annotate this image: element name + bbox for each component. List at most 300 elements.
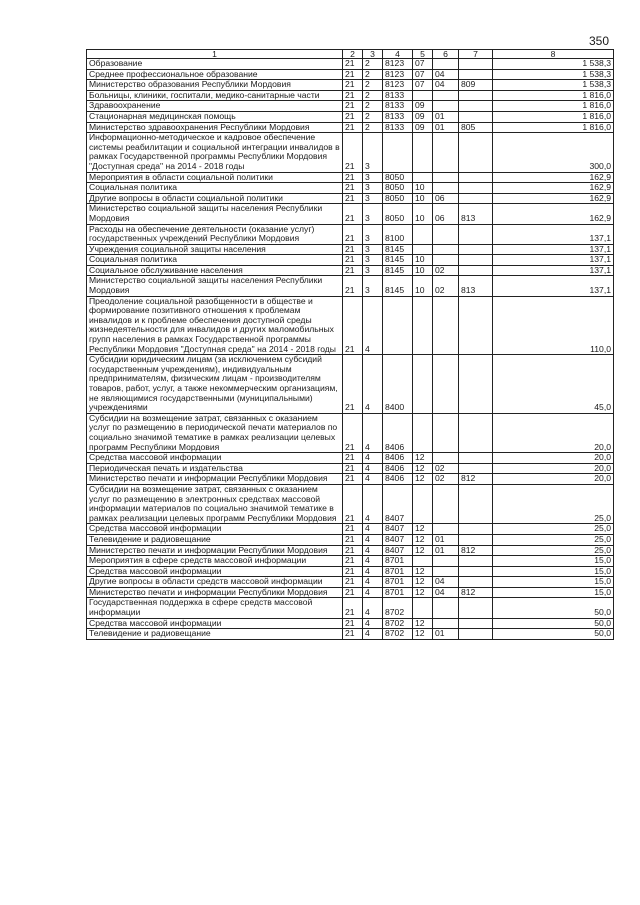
code-cell: 8133	[383, 90, 413, 101]
amount-cell: 162,9	[493, 172, 614, 183]
code-cell: 3	[363, 133, 383, 172]
table-row	[87, 474, 614, 485]
code-cell: 809	[459, 80, 493, 91]
code-cell: 21	[343, 474, 363, 485]
code-cell: 12	[413, 566, 433, 577]
code-cell: 8407	[383, 545, 413, 556]
code-cell: 04	[433, 80, 459, 91]
code-cell: 8406	[383, 453, 413, 464]
amount-cell: 1 816,0	[493, 122, 614, 133]
table-row	[87, 545, 614, 556]
table-row	[87, 524, 614, 535]
table-row	[87, 355, 614, 414]
code-cell	[459, 355, 493, 414]
amount-cell: 1 816,0	[493, 101, 614, 112]
code-cell: 21	[343, 524, 363, 535]
amount-cell: 162,9	[493, 183, 614, 194]
code-cell: 4	[363, 629, 383, 640]
amount-cell: 20,0	[493, 463, 614, 474]
table-row	[87, 111, 614, 122]
row-label: Образование	[87, 59, 343, 70]
amount-cell: 15,0	[493, 587, 614, 598]
code-cell: 21	[343, 413, 363, 452]
table-row	[87, 463, 614, 474]
amount-cell: 1 538,3	[493, 69, 614, 80]
code-cell: 21	[343, 545, 363, 556]
code-cell	[413, 598, 433, 618]
amount-cell: 25,0	[493, 534, 614, 545]
code-cell: 12	[413, 463, 433, 474]
code-cell: 4	[363, 296, 383, 355]
code-cell	[459, 90, 493, 101]
code-cell: 10	[413, 265, 433, 276]
code-cell: 4	[363, 587, 383, 598]
header-cell: 5	[413, 50, 433, 59]
amount-cell: 25,0	[493, 545, 614, 556]
code-cell	[413, 172, 433, 183]
code-cell: 21	[343, 587, 363, 598]
code-cell	[433, 255, 459, 266]
code-cell: 21	[343, 69, 363, 80]
table-row	[87, 193, 614, 204]
code-cell: 12	[413, 629, 433, 640]
code-cell	[459, 69, 493, 80]
code-cell: 8145	[383, 276, 413, 296]
header-cell: 1	[87, 50, 343, 59]
row-label: Субсидии на возмещение затрат, связанных с оказанием услуг по размещению в периодической печати материалов по социально значимой тематике в рамках реализации целевых программ Республики Мордовия	[87, 413, 343, 452]
table-row	[87, 172, 614, 183]
code-cell: 4	[363, 463, 383, 474]
code-cell	[433, 598, 459, 618]
code-cell: 07	[413, 69, 433, 80]
table-row	[87, 587, 614, 598]
code-cell	[433, 133, 459, 172]
code-cell: 8406	[383, 474, 413, 485]
header-cell: 4	[383, 50, 413, 59]
code-cell	[459, 133, 493, 172]
code-cell	[433, 224, 459, 244]
code-cell: 3	[363, 265, 383, 276]
code-cell: 3	[363, 244, 383, 255]
code-cell	[459, 183, 493, 194]
code-cell: 3	[363, 183, 383, 194]
table-header-row	[87, 50, 614, 59]
row-label: Стационарная медицинская помощь	[87, 111, 343, 122]
code-cell: 8400	[383, 355, 413, 414]
code-cell: 8702	[383, 629, 413, 640]
code-cell: 21	[343, 463, 363, 474]
code-cell	[433, 172, 459, 183]
code-cell: 8145	[383, 244, 413, 255]
row-label: Министерство печати и информации Республики Мордовия	[87, 545, 343, 556]
code-cell: 8050	[383, 183, 413, 194]
row-label: Министерство здравоохранения Республики Мордовия	[87, 122, 343, 133]
code-cell: 04	[433, 587, 459, 598]
code-cell	[459, 111, 493, 122]
code-cell: 21	[343, 255, 363, 266]
code-cell: 12	[413, 474, 433, 485]
code-cell: 21	[343, 566, 363, 577]
row-label: Среднее профессиональное образование	[87, 69, 343, 80]
amount-cell: 20,0	[493, 413, 614, 452]
amount-cell: 162,9	[493, 204, 614, 224]
code-cell: 3	[363, 224, 383, 244]
row-label: Здравоохранение	[87, 101, 343, 112]
code-cell: 8407	[383, 524, 413, 535]
code-cell	[459, 598, 493, 618]
code-cell: 06	[433, 204, 459, 224]
code-cell	[413, 484, 433, 523]
code-cell: 21	[343, 193, 363, 204]
code-cell: 2	[363, 80, 383, 91]
code-cell: 4	[363, 484, 383, 523]
code-cell: 8133	[383, 111, 413, 122]
table-row	[87, 59, 614, 70]
code-cell	[413, 355, 433, 414]
table-row	[87, 566, 614, 577]
code-cell: 04	[433, 577, 459, 588]
code-cell: 4	[363, 474, 383, 485]
table-row	[87, 276, 614, 296]
header-cell: 6	[433, 50, 459, 59]
row-label: Министерство печати и информации Республики Мордовия	[87, 587, 343, 598]
code-cell: 812	[459, 474, 493, 485]
row-label: Учреждения социальной защиты населения	[87, 244, 343, 255]
code-cell: 21	[343, 244, 363, 255]
code-cell: 8407	[383, 534, 413, 545]
code-cell: 21	[343, 276, 363, 296]
code-cell: 21	[343, 111, 363, 122]
row-label: Средства массовой информации	[87, 453, 343, 464]
code-cell: 8701	[383, 566, 413, 577]
code-cell: 4	[363, 556, 383, 567]
table-row	[87, 534, 614, 545]
code-cell: 8133	[383, 122, 413, 133]
code-cell	[459, 463, 493, 474]
code-cell	[459, 193, 493, 204]
code-cell	[413, 244, 433, 255]
table-row	[87, 598, 614, 618]
code-cell	[459, 101, 493, 112]
code-cell: 01	[433, 629, 459, 640]
code-cell: 21	[343, 618, 363, 629]
code-cell: 21	[343, 101, 363, 112]
code-cell: 10	[413, 204, 433, 224]
row-label: Министерство социальной защиты населения Республики Мордовия	[87, 276, 343, 296]
code-cell	[433, 183, 459, 194]
code-cell: 4	[363, 524, 383, 535]
code-cell: 01	[433, 545, 459, 556]
code-cell: 2	[363, 90, 383, 101]
code-cell: 06	[433, 193, 459, 204]
amount-cell: 25,0	[493, 524, 614, 535]
code-cell: 4	[363, 598, 383, 618]
code-cell	[413, 133, 433, 172]
code-cell: 805	[459, 122, 493, 133]
amount-cell: 162,9	[493, 193, 614, 204]
amount-cell: 25,0	[493, 484, 614, 523]
code-cell	[433, 556, 459, 567]
code-cell: 21	[343, 80, 363, 91]
code-cell	[459, 224, 493, 244]
code-cell: 10	[413, 183, 433, 194]
table-row	[87, 296, 614, 355]
code-cell: 12	[413, 577, 433, 588]
code-cell	[459, 413, 493, 452]
code-cell: 21	[343, 59, 363, 70]
row-label: Другие вопросы в области средств массовой информации	[87, 577, 343, 588]
code-cell: 3	[363, 193, 383, 204]
amount-cell: 50,0	[493, 618, 614, 629]
code-cell: 8133	[383, 101, 413, 112]
code-cell: 8407	[383, 484, 413, 523]
code-cell: 01	[433, 111, 459, 122]
header-cell: 7	[459, 50, 493, 59]
code-cell: 812	[459, 545, 493, 556]
code-cell: 8100	[383, 224, 413, 244]
code-cell: 4	[363, 413, 383, 452]
table-row	[87, 556, 614, 567]
table-row	[87, 101, 614, 112]
code-cell: 8050	[383, 193, 413, 204]
code-cell	[459, 534, 493, 545]
code-cell	[459, 255, 493, 266]
code-cell: 8702	[383, 618, 413, 629]
code-cell: 12	[413, 534, 433, 545]
code-cell: 12	[413, 618, 433, 629]
amount-cell: 137,1	[493, 224, 614, 244]
code-cell	[459, 484, 493, 523]
code-cell: 8406	[383, 413, 413, 452]
table-row	[87, 265, 614, 276]
code-cell: 21	[343, 133, 363, 172]
row-label: Субсидии на возмещение затрат, связанных с оказанием услуг по размещению в электронных средствах массовой информации материалов по социально значимой тематике в рамках реализации целевых программ Республики Мордовия	[87, 484, 343, 523]
code-cell: 21	[343, 484, 363, 523]
code-cell: 4	[363, 545, 383, 556]
row-label: Социальное обслуживание населения	[87, 265, 343, 276]
code-cell: 02	[433, 276, 459, 296]
code-cell	[413, 90, 433, 101]
code-cell: 21	[343, 204, 363, 224]
code-cell: 3	[363, 255, 383, 266]
code-cell: 01	[433, 122, 459, 133]
amount-cell: 300,0	[493, 133, 614, 172]
table-row	[87, 629, 614, 640]
code-cell: 8701	[383, 577, 413, 588]
row-label: Министерство печати и информации Республики Мордовия	[87, 474, 343, 485]
code-cell	[459, 59, 493, 70]
table-row	[87, 453, 614, 464]
amount-cell: 20,0	[493, 453, 614, 464]
code-cell: 8123	[383, 59, 413, 70]
row-label: Телевидение и радиовещание	[87, 629, 343, 640]
code-cell: 8145	[383, 255, 413, 266]
row-label: Мероприятия в области социальной политики	[87, 172, 343, 183]
table-row	[87, 122, 614, 133]
code-cell: 2	[363, 101, 383, 112]
amount-cell: 1 816,0	[493, 90, 614, 101]
code-cell: 8701	[383, 556, 413, 567]
table-row	[87, 204, 614, 224]
row-label: Социальная политика	[87, 183, 343, 194]
code-cell: 3	[363, 276, 383, 296]
code-cell: 8145	[383, 265, 413, 276]
code-cell: 2	[363, 69, 383, 80]
code-cell	[459, 244, 493, 255]
code-cell	[459, 577, 493, 588]
table-row	[87, 484, 614, 523]
row-label: Другие вопросы в области социальной политики	[87, 193, 343, 204]
code-cell	[413, 296, 433, 355]
code-cell: 4	[363, 355, 383, 414]
table-row	[87, 413, 614, 452]
code-cell: 12	[413, 587, 433, 598]
code-cell	[459, 556, 493, 567]
code-cell	[459, 566, 493, 577]
header-cell: 2	[343, 50, 363, 59]
code-cell	[413, 556, 433, 567]
code-cell	[459, 524, 493, 535]
code-cell: 21	[343, 556, 363, 567]
code-cell: 8050	[383, 204, 413, 224]
table-row	[87, 133, 614, 172]
row-label: Социальная политика	[87, 255, 343, 266]
amount-cell: 110,0	[493, 296, 614, 355]
code-cell	[459, 265, 493, 276]
table-row	[87, 224, 614, 244]
code-cell: 813	[459, 204, 493, 224]
row-label: Информационно-методическое и кадровое обеспечение системы реабилитации и социальной интеграции инвалидов в рамках Государственной программы Республики Мордовия "Доступная среда" на 2014 - 2018 годы	[87, 133, 343, 172]
amount-cell: 1 538,3	[493, 80, 614, 91]
code-cell: 09	[413, 122, 433, 133]
code-cell: 2	[363, 122, 383, 133]
code-cell: 10	[413, 193, 433, 204]
table-row	[87, 90, 614, 101]
code-cell	[433, 244, 459, 255]
header-cell: 3	[363, 50, 383, 59]
code-cell	[433, 59, 459, 70]
code-cell: 02	[433, 474, 459, 485]
code-cell: 12	[413, 453, 433, 464]
budget-table	[86, 49, 614, 640]
code-cell	[459, 296, 493, 355]
row-label: Средства массовой информации	[87, 618, 343, 629]
code-cell	[383, 133, 413, 172]
row-label: Мероприятия в сфере средств массовой информации	[87, 556, 343, 567]
code-cell: 3	[363, 172, 383, 183]
code-cell: 8406	[383, 463, 413, 474]
amount-cell: 45,0	[493, 355, 614, 414]
code-cell: 21	[343, 224, 363, 244]
code-cell: 01	[433, 534, 459, 545]
code-cell	[433, 355, 459, 414]
code-cell	[433, 413, 459, 452]
table-body	[87, 59, 614, 640]
row-label: Преодоление социальной разобщенности в обществе и формирование позитивного отношения к проблемам инвалидов и к проблеме обеспечения доступной среды жизнедеятельности для инвалидов и других маломобильных групп населения в рамках Государственной программы Республики Мордовия "Доступная среда" на 2014 - 2018 годы	[87, 296, 343, 355]
header-cell: 8	[493, 50, 614, 59]
code-cell: 10	[413, 276, 433, 296]
code-cell: 21	[343, 534, 363, 545]
table-row	[87, 577, 614, 588]
code-cell	[459, 629, 493, 640]
amount-cell: 137,1	[493, 276, 614, 296]
code-cell	[459, 172, 493, 183]
row-label: Периодическая печать и издательства	[87, 463, 343, 474]
code-cell: 07	[413, 59, 433, 70]
row-label: Министерство образования Республики Мордовия	[87, 80, 343, 91]
code-cell	[433, 566, 459, 577]
code-cell	[433, 524, 459, 535]
code-cell: 812	[459, 587, 493, 598]
table-row	[87, 183, 614, 194]
table-row	[87, 69, 614, 80]
code-cell	[413, 413, 433, 452]
code-cell: 21	[343, 577, 363, 588]
code-cell	[413, 224, 433, 244]
code-cell: 21	[343, 453, 363, 464]
amount-cell: 50,0	[493, 629, 614, 640]
code-cell: 10	[413, 255, 433, 266]
code-cell: 4	[363, 577, 383, 588]
code-cell: 8050	[383, 172, 413, 183]
code-cell: 813	[459, 276, 493, 296]
code-cell: 12	[413, 524, 433, 535]
row-label: Министерство социальной защиты населения Республики Мордовия	[87, 204, 343, 224]
row-label: Расходы на обеспечение деятельности (оказание услуг) государственных учреждений Республики Мордовия	[87, 224, 343, 244]
amount-cell: 15,0	[493, 577, 614, 588]
code-cell: 8123	[383, 80, 413, 91]
code-cell	[433, 484, 459, 523]
code-cell: 4	[363, 534, 383, 545]
code-cell: 09	[413, 111, 433, 122]
code-cell: 4	[363, 453, 383, 464]
code-cell: 21	[343, 183, 363, 194]
code-cell	[459, 453, 493, 464]
row-label: Телевидение и радиовещание	[87, 534, 343, 545]
code-cell: 12	[413, 545, 433, 556]
code-cell	[433, 101, 459, 112]
code-cell: 8701	[383, 587, 413, 598]
code-cell: 21	[343, 172, 363, 183]
amount-cell: 137,1	[493, 255, 614, 266]
code-cell: 07	[413, 80, 433, 91]
code-cell: 2	[363, 111, 383, 122]
code-cell	[459, 618, 493, 629]
code-cell: 04	[433, 69, 459, 80]
code-cell: 4	[363, 618, 383, 629]
row-label: Средства массовой информации	[87, 566, 343, 577]
code-cell	[433, 618, 459, 629]
page-number: 350	[589, 34, 610, 48]
code-cell: 21	[343, 598, 363, 618]
code-cell: 09	[413, 101, 433, 112]
code-cell: 21	[343, 90, 363, 101]
code-cell	[433, 90, 459, 101]
code-cell	[433, 453, 459, 464]
code-cell: 21	[343, 629, 363, 640]
code-cell: 8123	[383, 69, 413, 80]
code-cell	[433, 296, 459, 355]
code-cell: 21	[343, 122, 363, 133]
table-row	[87, 244, 614, 255]
code-cell: 3	[363, 204, 383, 224]
code-cell: 02	[433, 265, 459, 276]
row-label: Больницы, клиники, госпитали, медико-санитарные части	[87, 90, 343, 101]
row-label: Государственная поддержка в сфере средств массовой информации	[87, 598, 343, 618]
amount-cell: 137,1	[493, 244, 614, 255]
code-cell: 02	[433, 463, 459, 474]
amount-cell: 1 538,3	[493, 59, 614, 70]
